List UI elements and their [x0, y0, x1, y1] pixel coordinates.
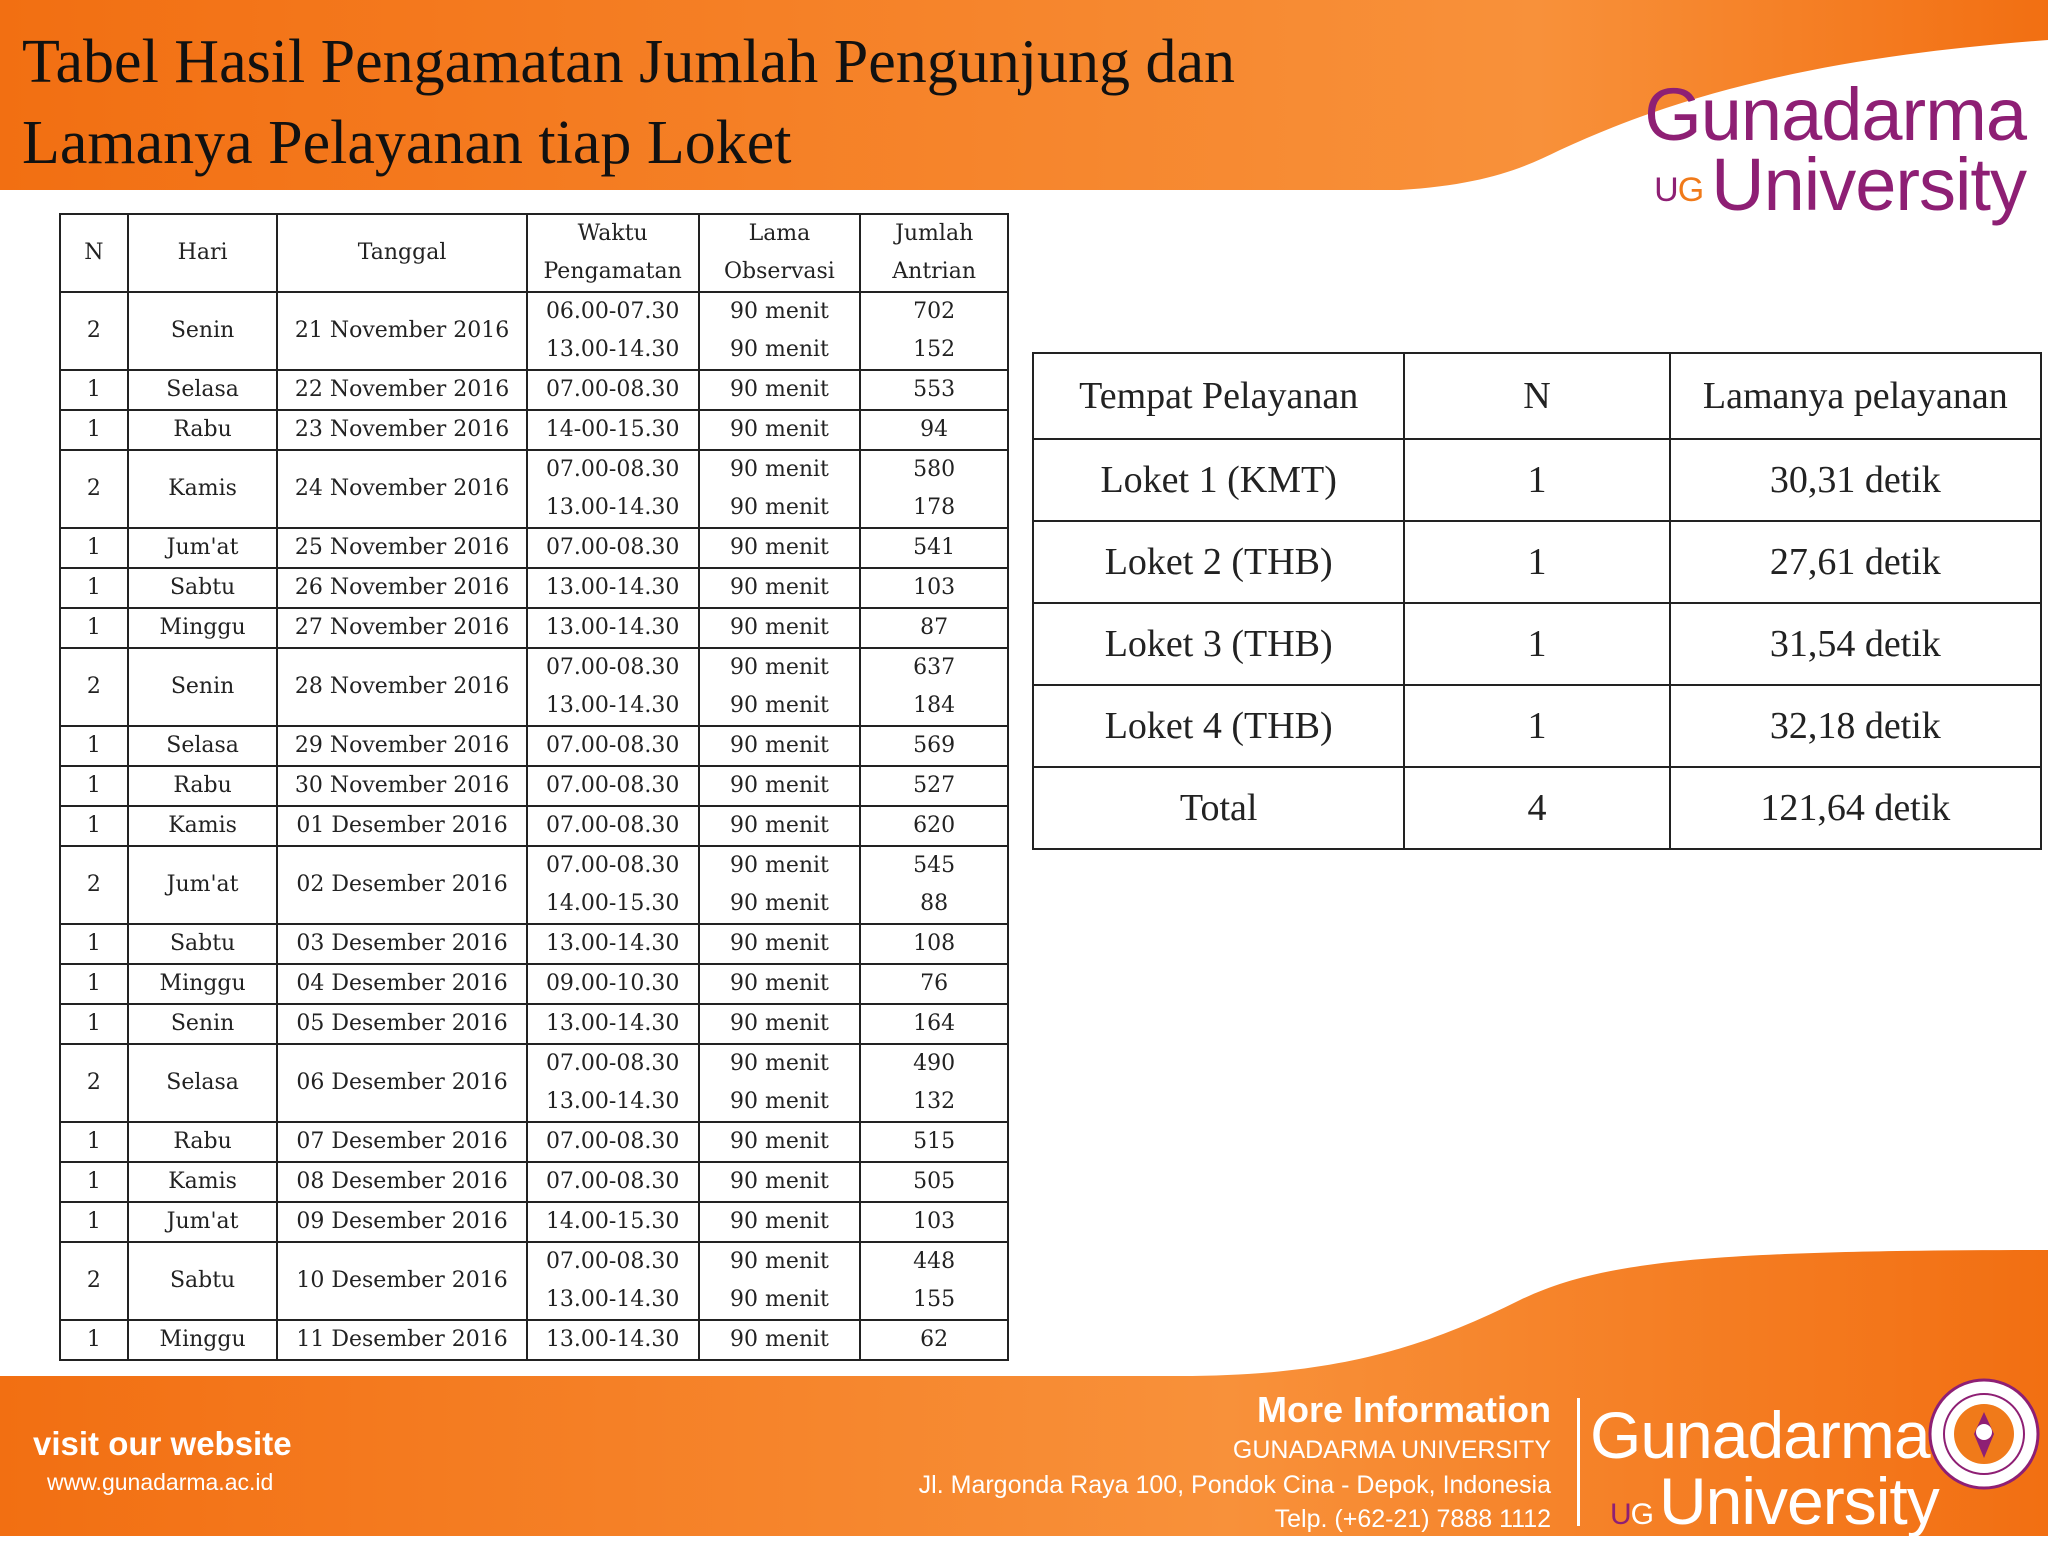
cell-tanggal: 07 Desember 2016 — [277, 1122, 526, 1162]
cell-jumlah-line: 108 — [913, 931, 956, 956]
cell-jumlah — [860, 292, 1008, 370]
cell-waktu — [527, 846, 699, 924]
cell-jumlah-line: 490 — [913, 1051, 956, 1076]
cell-lama-line: 90 menit — [729, 299, 829, 324]
cell-tanggal: 22 November 2016 — [277, 370, 526, 410]
cell-jumlah — [860, 1004, 1008, 1044]
cell-waktu-line: 13.00-14.30 — [545, 1287, 680, 1312]
cell-tanggal: 27 November 2016 — [277, 608, 526, 648]
contact-info: More Information GUNADARMA UNIVERSITY Jl. Margonda Raya 100, Pondok Cina - Depok, Indonesia Telp. (+62-21) 7888 1112 — [918, 1389, 1551, 1533]
cell-jumlah-line: 155 — [913, 1287, 956, 1312]
cell-tanggal: 24 November 2016 — [277, 450, 526, 528]
cell-lama: 121,64 detik — [1670, 767, 2041, 849]
cell-tanggal: 04 Desember 2016 — [277, 964, 526, 1004]
table-header-row — [60, 214, 1008, 292]
cell-tanggal: 10 Desember 2016 — [277, 1242, 526, 1320]
cell-n: 1 — [1404, 439, 1669, 521]
cell-tanggal: 21 November 2016 — [277, 292, 526, 370]
cell-hari: Minggu — [128, 1320, 278, 1360]
cell-jumlah — [860, 964, 1008, 1004]
website-link[interactable]: www.gunadarma.ac.id — [47, 1469, 274, 1495]
cell-jumlah — [860, 648, 1008, 726]
cell-tempat: Loket 2 (THB) — [1033, 521, 1404, 603]
cell-hari: Selasa — [128, 370, 278, 410]
cell-waktu-line: 07.00-08.30 — [545, 813, 680, 838]
cell-lama-line: 90 menit — [729, 417, 829, 442]
cell-waktu-line: 06.00-07.30 — [545, 299, 680, 324]
col-header-hari: Hari — [128, 214, 278, 292]
cell-jumlah-line: 184 — [913, 693, 956, 718]
table-row — [60, 450, 1008, 528]
gunadarma-logo: Gunadarma UG University — [1644, 73, 2026, 226]
cell-waktu-line: 07.00-08.30 — [545, 1169, 680, 1194]
table-row — [60, 528, 1008, 568]
cell-jumlah-line: 580 — [913, 457, 956, 482]
cell-hari: Jum'at — [128, 1202, 278, 1242]
cell-waktu-line: 07.00-08.30 — [545, 853, 680, 878]
cell-lama-line: 90 menit — [729, 853, 829, 878]
table-row — [60, 1122, 1008, 1162]
cell-waktu — [527, 964, 699, 1004]
cell-waktu-line: 13.00-14.30 — [545, 1089, 680, 1114]
cell-n: 2 — [60, 450, 128, 528]
cell-lama-line: 90 menit — [729, 495, 829, 520]
cell-lama-line: 90 menit — [729, 655, 829, 680]
ug-mark-icon: UG — [1610, 1498, 1654, 1531]
table-row — [60, 648, 1008, 726]
table-row — [60, 964, 1008, 1004]
cell-lama — [699, 766, 861, 806]
cell-waktu-line: 13.00-14.30 — [545, 495, 680, 520]
col-header-n: N — [1404, 353, 1669, 439]
cell-waktu-line: 13.00-14.30 — [545, 693, 680, 718]
cell-hari: Rabu — [128, 1122, 278, 1162]
cell-jumlah — [860, 1162, 1008, 1202]
cell-n: 1 — [1404, 521, 1669, 603]
table-row — [1033, 521, 2041, 603]
cell-waktu — [527, 528, 699, 568]
cell-n: 1 — [60, 1162, 128, 1202]
table-row — [60, 608, 1008, 648]
cell-lama — [699, 964, 861, 1004]
cell-n: 1 — [60, 410, 128, 450]
cell-n: 1 — [60, 1202, 128, 1242]
cell-lama — [699, 528, 861, 568]
cell-lama-line: 90 menit — [729, 1249, 829, 1274]
cell-jumlah-line: 132 — [913, 1089, 956, 1114]
visit-website: visit our website www.gunadarma.ac.id — [33, 1425, 292, 1495]
cell-hari: Kamis — [128, 1162, 278, 1202]
cell-lama — [699, 450, 861, 528]
cell-tanggal: 08 Desember 2016 — [277, 1162, 526, 1202]
cell-waktu-line: 13.00-14.30 — [545, 615, 680, 640]
cell-waktu-line: 07.00-08.30 — [545, 773, 680, 798]
cell-lama — [699, 648, 861, 726]
table-row — [60, 292, 1008, 370]
cell-waktu-line: 07.00-08.30 — [545, 1051, 680, 1076]
cell-waktu — [527, 608, 699, 648]
cell-jumlah — [860, 568, 1008, 608]
col-header-tempat: Tempat Pelayanan — [1033, 353, 1404, 439]
table-row — [60, 1162, 1008, 1202]
cell-waktu — [527, 370, 699, 410]
cell-hari: Jum'at — [128, 846, 278, 924]
cell-jumlah — [860, 1202, 1008, 1242]
cell-hari: Minggu — [128, 964, 278, 1004]
cell-lama-line: 90 menit — [729, 535, 829, 560]
cell-n: 2 — [60, 846, 128, 924]
cell-jumlah-line: 448 — [913, 1249, 956, 1274]
cell-jumlah-line: 76 — [920, 971, 949, 996]
table-row — [60, 726, 1008, 766]
cell-tanggal: 06 Desember 2016 — [277, 1044, 526, 1122]
cell-lama-line: 90 menit — [729, 377, 829, 402]
cell-waktu-line: 13.00-14.30 — [545, 337, 680, 362]
cell-jumlah-line: 62 — [920, 1327, 949, 1352]
cell-waktu — [527, 766, 699, 806]
cell-tempat: Total — [1033, 767, 1404, 849]
cell-jumlah-line: 515 — [913, 1129, 956, 1154]
cell-n: 1 — [60, 1320, 128, 1360]
cell-waktu — [527, 924, 699, 964]
cell-lama — [699, 608, 861, 648]
cell-hari: Selasa — [128, 726, 278, 766]
cell-lama-line: 90 menit — [729, 1129, 829, 1154]
cell-tanggal: 11 Desember 2016 — [277, 1320, 526, 1360]
cell-lama-line: 90 menit — [729, 773, 829, 798]
cell-jumlah-line: 164 — [913, 1011, 956, 1036]
cell-jumlah — [860, 528, 1008, 568]
table-row — [60, 766, 1008, 806]
cell-waktu — [527, 450, 699, 528]
cell-lama-line: 90 menit — [729, 813, 829, 838]
cell-n: 1 — [60, 964, 128, 1004]
cell-jumlah-line: 545 — [913, 853, 956, 878]
col-header-lama: Lamanya pelayanan — [1670, 353, 2041, 439]
cell-lama — [699, 1004, 861, 1044]
cell-jumlah — [860, 766, 1008, 806]
cell-tanggal: 02 Desember 2016 — [277, 846, 526, 924]
cell-lama — [699, 1202, 861, 1242]
cell-waktu — [527, 1004, 699, 1044]
col-header-waktu: Waktu Pengamatan — [527, 214, 699, 292]
cell-waktu — [527, 1044, 699, 1122]
cell-waktu — [527, 292, 699, 370]
cell-tanggal: 26 November 2016 — [277, 568, 526, 608]
cell-n: 2 — [60, 1044, 128, 1122]
cell-lama: 27,61 detik — [1670, 521, 2041, 603]
cell-tanggal: 25 November 2016 — [277, 528, 526, 568]
page-title: Tabel Hasil Pengamatan Jumlah Pengunjung dan Lamanya Pelayanan tiap Loket — [22, 28, 1236, 177]
cell-waktu-line: 13.00-14.30 — [545, 931, 680, 956]
cell-hari: Rabu — [128, 410, 278, 450]
cell-tanggal: 29 November 2016 — [277, 726, 526, 766]
table-row — [60, 410, 1008, 450]
cell-n: 1 — [60, 528, 128, 568]
cell-lama-line: 90 menit — [729, 891, 829, 916]
cell-jumlah — [860, 1044, 1008, 1122]
cell-jumlah — [860, 608, 1008, 648]
footer-divider — [1577, 1398, 1580, 1526]
table-row — [1033, 767, 2041, 849]
cell-waktu-line: 13.00-14.30 — [545, 1327, 680, 1352]
cell-hari: Senin — [128, 292, 278, 370]
cell-waktu-line: 07.00-08.30 — [545, 655, 680, 680]
cell-jumlah — [860, 1122, 1008, 1162]
table-header-row — [1033, 353, 2041, 439]
cell-waktu — [527, 726, 699, 766]
table-row — [60, 370, 1008, 410]
cell-lama-line: 90 menit — [729, 1051, 829, 1076]
cell-hari: Kamis — [128, 806, 278, 846]
cell-lama: 32,18 detik — [1670, 685, 2041, 767]
cell-waktu-line: 13.00-14.30 — [545, 1011, 680, 1036]
cell-lama: 30,31 detik — [1670, 439, 2041, 521]
cell-n: 2 — [60, 1242, 128, 1320]
table-row — [60, 1004, 1008, 1044]
cell-lama-line: 90 menit — [729, 971, 829, 996]
col-header-tanggal: Tanggal — [277, 214, 526, 292]
table-row — [60, 806, 1008, 846]
cell-jumlah-line: 541 — [913, 535, 956, 560]
cell-hari: Selasa — [128, 1044, 278, 1122]
cell-lama — [699, 370, 861, 410]
cell-jumlah — [860, 924, 1008, 964]
table-row — [60, 924, 1008, 964]
cell-lama — [699, 1122, 861, 1162]
table-row — [60, 568, 1008, 608]
cell-jumlah — [860, 806, 1008, 846]
cell-jumlah-line: 620 — [913, 813, 956, 838]
cell-lama-line: 90 menit — [729, 1287, 829, 1312]
cell-waktu-line: 07.00-08.30 — [545, 377, 680, 402]
cell-n: 1 — [60, 608, 128, 648]
cell-lama — [699, 410, 861, 450]
cell-waktu-line: 07.00-08.30 — [545, 535, 680, 560]
cell-jumlah-line: 702 — [913, 299, 956, 324]
cell-n: 1 — [1404, 603, 1669, 685]
cell-waktu — [527, 806, 699, 846]
cell-n: 1 — [60, 924, 128, 964]
cell-jumlah-line: 87 — [920, 615, 949, 640]
cell-lama-line: 90 menit — [729, 615, 829, 640]
cell-lama-line: 90 menit — [729, 693, 829, 718]
cell-lama-line: 90 menit — [729, 733, 829, 758]
table-row — [1033, 685, 2041, 767]
cell-lama-line: 90 menit — [729, 1011, 829, 1036]
cell-tanggal: 03 Desember 2016 — [277, 924, 526, 964]
cell-tanggal: 09 Desember 2016 — [277, 1202, 526, 1242]
cell-waktu-line: 09.00-10.30 — [545, 971, 680, 996]
ug-mark-icon: UG — [1654, 171, 1704, 210]
cell-n: 1 — [60, 726, 128, 766]
cell-tempat: Loket 4 (THB) — [1033, 685, 1404, 767]
cell-waktu-line: 07.00-08.30 — [545, 1129, 680, 1154]
cell-tanggal: 30 November 2016 — [277, 766, 526, 806]
cell-jumlah-line: 527 — [913, 773, 956, 798]
cell-lama-line: 90 menit — [729, 1209, 829, 1234]
cell-tempat: Loket 3 (THB) — [1033, 603, 1404, 685]
cell-hari: Kamis — [128, 450, 278, 528]
cell-lama: 31,54 detik — [1670, 603, 2041, 685]
cell-lama — [699, 806, 861, 846]
cell-waktu — [527, 1202, 699, 1242]
cell-waktu — [527, 1122, 699, 1162]
cell-lama — [699, 924, 861, 964]
col-header-jumlah: Jumlah Antrian — [860, 214, 1008, 292]
cell-tanggal: 05 Desember 2016 — [277, 1004, 526, 1044]
cell-waktu-line: 14-00-15.30 — [545, 417, 680, 442]
cell-tempat: Loket 1 (KMT) — [1033, 439, 1404, 521]
cell-jumlah-line: 178 — [913, 495, 956, 520]
cell-hari: Rabu — [128, 766, 278, 806]
cell-lama-line: 90 menit — [729, 575, 829, 600]
cell-n: 1 — [60, 568, 128, 608]
cell-jumlah-line: 103 — [913, 575, 956, 600]
cell-hari: Senin — [128, 1004, 278, 1044]
cell-tanggal: 23 November 2016 — [277, 410, 526, 450]
cell-jumlah-line: 94 — [920, 417, 949, 442]
cell-lama-line: 90 menit — [729, 931, 829, 956]
cell-n: 2 — [60, 292, 128, 370]
cell-lama-line: 90 menit — [729, 1089, 829, 1114]
table-row — [60, 1044, 1008, 1122]
cell-lama — [699, 292, 861, 370]
cell-n: 2 — [60, 648, 128, 726]
cell-waktu-line: 07.00-08.30 — [545, 733, 680, 758]
university-seal-icon — [1928, 1378, 2040, 1490]
cell-waktu-line: 07.00-08.30 — [545, 457, 680, 482]
cell-waktu-line: 07.00-08.30 — [545, 1249, 680, 1274]
observation-table — [59, 213, 1009, 1361]
cell-tanggal: 01 Desember 2016 — [277, 806, 526, 846]
cell-lama — [699, 568, 861, 608]
cell-jumlah-line: 505 — [913, 1169, 956, 1194]
cell-lama — [699, 1162, 861, 1202]
cell-lama — [699, 1044, 861, 1122]
cell-lama-line: 90 menit — [729, 337, 829, 362]
cell-tanggal: 28 November 2016 — [277, 648, 526, 726]
gunadarma-logo-footer: Gunadarma UGUniversity — [1590, 1398, 1939, 1538]
cell-lama-line: 90 menit — [729, 457, 829, 482]
cell-hari: Sabtu — [128, 1242, 278, 1320]
cell-jumlah — [860, 846, 1008, 924]
cell-jumlah — [860, 370, 1008, 410]
cell-lama — [699, 726, 861, 766]
cell-jumlah-line: 637 — [913, 655, 956, 680]
cell-hari: Sabtu — [128, 568, 278, 608]
cell-jumlah — [860, 410, 1008, 450]
cell-n: 4 — [1404, 767, 1669, 849]
cell-waktu-line: 14.00-15.30 — [545, 891, 680, 916]
cell-n: 1 — [60, 806, 128, 846]
table-row — [60, 846, 1008, 924]
cell-lama-line: 90 menit — [729, 1169, 829, 1194]
cell-hari: Minggu — [128, 608, 278, 648]
cell-hari: Senin — [128, 648, 278, 726]
cell-jumlah-line: 553 — [913, 377, 956, 402]
cell-waktu-line: 14.00-15.30 — [545, 1209, 680, 1234]
cell-jumlah — [860, 726, 1008, 766]
table-row — [60, 1202, 1008, 1242]
cell-jumlah-line: 152 — [913, 337, 956, 362]
cell-waktu — [527, 410, 699, 450]
cell-waktu-line: 13.00-14.30 — [545, 575, 680, 600]
cell-lama — [699, 846, 861, 924]
table-row — [1033, 439, 2041, 521]
cell-n: 1 — [60, 370, 128, 410]
cell-hari: Jum'at — [128, 528, 278, 568]
cell-waktu — [527, 1162, 699, 1202]
cell-n: 1 — [60, 1004, 128, 1044]
cell-n: 1 — [1404, 685, 1669, 767]
cell-waktu — [527, 568, 699, 608]
col-header-n: N — [60, 214, 128, 292]
cell-lama-line: 90 menit — [729, 1327, 829, 1352]
cell-jumlah-line: 88 — [920, 891, 949, 916]
cell-n: 1 — [60, 766, 128, 806]
cell-jumlah-line: 103 — [913, 1209, 956, 1234]
service-table — [1032, 352, 2042, 850]
cell-hari: Sabtu — [128, 924, 278, 964]
cell-jumlah-line: 569 — [913, 733, 956, 758]
cell-jumlah — [860, 450, 1008, 528]
table-row — [1033, 603, 2041, 685]
cell-n: 1 — [60, 1122, 128, 1162]
cell-waktu — [527, 648, 699, 726]
col-header-lama: Lama Observasi — [699, 214, 861, 292]
